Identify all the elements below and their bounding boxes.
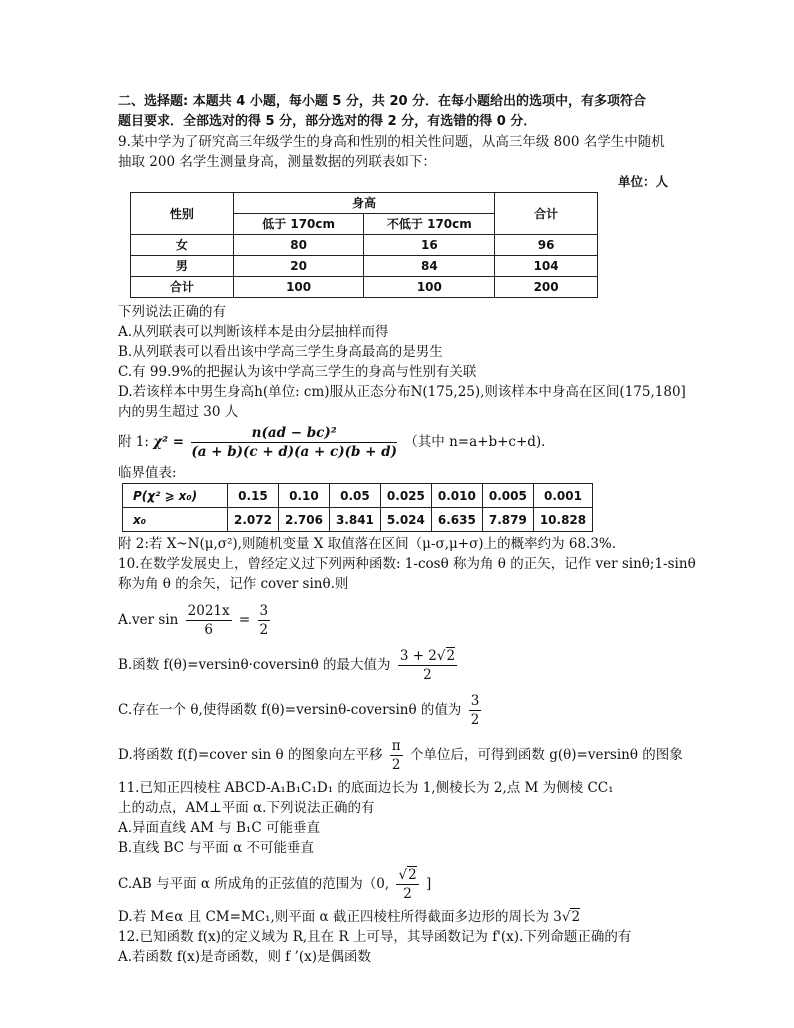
q10-b-denominator: 2: [423, 667, 432, 683]
table-row: [131, 235, 598, 256]
q10-d-numerator: π: [391, 738, 401, 754]
cell-total: 96: [495, 235, 598, 256]
q9-unit-label: 单位：人: [617, 174, 668, 189]
cell-below: 100: [233, 277, 364, 298]
q10-b-numerator: 3 + 2√2: [399, 648, 456, 664]
chi-square-formula: [118, 424, 688, 461]
q12-stem: 12.已知函数 f(x)的定义域为 R,且在 R 上可导，其导函数记为 f'(x).下列命题正确的有: [118, 929, 632, 945]
q10-a-prefix: A.ver sin: [118, 612, 179, 628]
q11-c-fraction: [396, 866, 418, 903]
cell-notbelow: 100: [364, 277, 495, 298]
q11-d-pre: D.若 M∈α 且 CM=MC₁,则平面 α 截正四棱柱所得截面多边形的周长为 3: [118, 909, 562, 925]
critical-value-table: [122, 483, 593, 532]
q10-c-text: C.存在一个 θ,使得函数 f(θ)=versinθ-coversinθ 的值为: [118, 702, 462, 718]
table-row: [131, 256, 598, 277]
cell-notbelow: 16: [364, 235, 495, 256]
q10-b-text: B.函数 f(θ)=versinθ·coversinθ 的最大值为: [118, 657, 391, 673]
contingency-table: [130, 192, 598, 298]
crit-p-cell: 0.010: [431, 484, 482, 508]
section-header-line2: 题目要求．全部选对的得 5 分，部分选对的得 2 分，有选错的得 0 分．: [118, 114, 537, 129]
row-label: 合计: [131, 277, 234, 298]
q10-option-c: [118, 692, 688, 729]
q11-option-d: D.若 M∈α 且 CM=MC₁,则平面 α 截正四棱柱所得截面多边形的周长为 3√2: [118, 909, 581, 925]
cell-total: 200: [495, 277, 598, 298]
crit-x-cell: 7.879: [482, 508, 533, 532]
crit-x-cell: 10.828: [533, 508, 592, 532]
crit-p-cell: 0.15: [228, 484, 279, 508]
q12-option-a: A.若函数 f(x)是奇函数，则 f ’(x)是偶函数: [118, 949, 371, 965]
crit-x-cell: 3.841: [329, 508, 380, 532]
critical-table-title: 临界值表:: [118, 465, 177, 481]
row-label: 男: [131, 256, 234, 277]
q11-option-c: [118, 866, 688, 903]
crit-x-cell: 2.072: [228, 508, 279, 532]
q10-a-fraction: [186, 602, 232, 639]
crit-p-cell: 0.005: [482, 484, 533, 508]
q11-option-a: A.异面直线 AM 与 B₁C 可能垂直: [118, 820, 320, 836]
q10-a-result-denominator: 2: [259, 622, 269, 638]
q10-c-denominator: 2: [470, 712, 480, 728]
chi-numerator: n(ad − bc)²: [191, 424, 397, 443]
q10-stem-line2: 称为角 θ 的余矢，记作 cover sinθ.则: [118, 576, 349, 592]
appendix1-label: 附 1:: [118, 434, 149, 450]
chi-note: （其中 n=a+b+c+d).: [404, 434, 546, 450]
section-header-line1: 二、选择题: 本题共 4 小题，每小题 5 分，共 20 分．在每小题给出的选项中，有多项符合: [118, 94, 647, 109]
q9-stem-line2: 抽取 200 名学生测量身高，测量数据的列联表如下：: [118, 154, 436, 170]
q9-option-c: C.有 99.9%的把握认为该中学高三学生的身高与性别有关联: [118, 364, 477, 380]
table-row: [123, 508, 593, 532]
q10-a-result-numerator: 3: [259, 603, 269, 619]
cell-notbelow: 84: [364, 256, 495, 277]
chi-lhs: χ² =: [153, 434, 185, 450]
crit-x-cell: 2.706: [278, 508, 329, 532]
q9-prompt: 下列说法正确的有: [118, 304, 226, 320]
crit-p-cell: 0.05: [329, 484, 380, 508]
q10-b-radicand: 2: [446, 648, 456, 664]
q11-c-radicand: 2: [408, 867, 417, 883]
cell-below: 80: [233, 235, 364, 256]
q10-d-fraction: [390, 737, 403, 774]
cell-below: 20: [233, 256, 364, 277]
crit-x-cell: 5.024: [380, 508, 431, 532]
crit-p-cell: 0.025: [380, 484, 431, 508]
chi-fraction: [191, 424, 397, 461]
q11-option-b: B.直线 BC 与平面 α 不可能垂直: [118, 840, 314, 856]
crit-x-label: x₀: [123, 508, 228, 532]
q11-d-radicand: 2: [571, 909, 581, 925]
q9-stem-line1: 9.某中学为了研究高三年级学生的身高和性别的相关性问题，从高三年级 800 名学生中随机: [118, 134, 665, 150]
table-row: [131, 277, 598, 298]
q10-option-b: [118, 647, 688, 684]
crit-p-cell: 0.10: [278, 484, 329, 508]
q10-d-denominator: 2: [391, 757, 401, 773]
header-gender: 性别: [131, 193, 234, 235]
chi-denominator: (a + b)(c + d)(a + c)(b + d): [191, 444, 397, 460]
cell-total: 104: [495, 256, 598, 277]
q10-d-post: 个单位后，可得到函数 g(θ)=versinθ 的图象: [409, 747, 683, 763]
q11-stem-line1: 11.已知正四棱柱 ABCD-A₁B₁C₁D₁ 的底面边长为 1,侧棱长为 2,点 M 为侧棱 CC₁: [118, 780, 614, 796]
q9-option-a: A.从列联表可以判断该样本是由分层抽样而得: [118, 324, 389, 340]
q10-stem-line1: 10.在数学发展史上，曾经定义过下列两种函数: 1-cosθ 称为角 θ 的正矢，记作 ver sinθ;1-sinθ: [118, 556, 696, 572]
row-label: 女: [131, 235, 234, 256]
q11-stem-line2: 上的动点，AM⊥平面 α.下列说法正确的有: [118, 800, 375, 816]
appendix2: 附 2:若 X~N(μ,σ²),则随机变量 X 取值落在区间（μ-σ,μ+σ)上的概率约为 68.3%.: [118, 536, 617, 552]
crit-x-cell: 6.635: [431, 508, 482, 532]
q10-option-a: [118, 602, 688, 639]
q10-a-result-fraction: [258, 602, 271, 639]
q10-d-pre: D.将函数 f(f)=cover sin θ 的图象向左平移: [118, 747, 383, 763]
q10-c-fraction: [469, 692, 482, 729]
crit-p-cell: 0.001: [533, 484, 592, 508]
q11-c-pre: C.AB 与平面 α 所成角的正弦值的范围为（0,: [118, 876, 390, 892]
q10-a-equals: =: [238, 612, 251, 628]
q10-b-fraction: [398, 647, 457, 684]
header-below-170: 低于 170cm: [233, 214, 364, 235]
q11-c-post: ]: [425, 876, 432, 892]
header-total: 合计: [495, 193, 598, 235]
header-height: 身高: [233, 193, 495, 214]
q9-option-b: B.从列联表可以看出该中学高三学生身高最高的是男生: [118, 344, 443, 360]
exam-content: [118, 92, 696, 967]
header-notbelow-170: 不低于 170cm: [364, 214, 495, 235]
q11-c-numerator: √2: [398, 867, 417, 883]
q10-c-numerator: 3: [470, 693, 480, 709]
q10-option-d: [118, 737, 688, 774]
q9-option-d-line1: D.若该样本中男生身高h(单位: cm)服从正态分布N(175,25),则该样本中身高在区间(175,180]: [118, 384, 686, 400]
q10-a-denominator: 6: [204, 622, 213, 638]
q10-b-num-pre: 3 + 2: [399, 648, 437, 664]
q11-c-denominator: 2: [403, 886, 412, 902]
table-row: [123, 484, 593, 508]
crit-p-label: P(χ² ⩾ x₀): [123, 484, 228, 508]
q10-a-numerator: 2021x: [187, 603, 230, 619]
q9-option-d-line2: 内的男生超过 30 人: [118, 404, 239, 420]
